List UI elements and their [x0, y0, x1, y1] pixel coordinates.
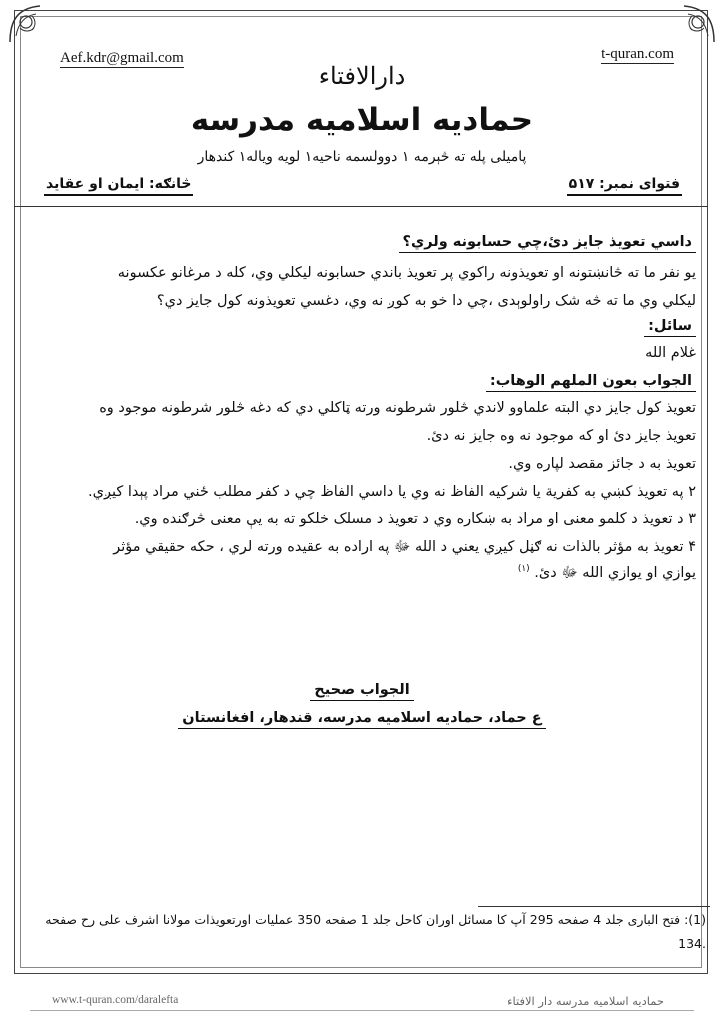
footnote-reference[interactable]: (۱): [517, 564, 530, 575]
signature-line: ع حماد، حمادیه اسلامیه مدرسه، قندهار، افغانستان: [0, 710, 724, 726]
madrasa-name: حمادیه اسلامیه مدرسه: [190, 102, 534, 138]
question-line-1: یو نفر ما ته څانښتونه او تعویذونه راکوي پر تعویذ باندي حسابونه لیکلي وي، کله د مرغانو عکسونه: [117, 265, 696, 281]
question-line-2: لیکلي وي ما ته څه شک راولوېدی ،چي دا خو به کوږ نه وي، دغسي تعویذونه کول جایز دي؟: [156, 293, 696, 309]
answer-heading: الجواب بعون الملهم الوهاب:: [14, 373, 696, 389]
topic-label: څانګه: ایمان او عقاید: [44, 176, 193, 196]
asker-name: غلام الله: [645, 345, 696, 361]
header-divider: [14, 206, 708, 207]
fatwa-number: فتوای نمبر: ۵۱۷: [567, 176, 682, 196]
footnote-divider: [478, 906, 710, 907]
footer-url[interactable]: www.t-quran.com/daralefta: [52, 994, 179, 1006]
address-line: پامیلی پله ته څېرمه ۱ دوولسمه ناحیه۱ لویه ویاله۱ کندهار: [197, 149, 527, 165]
signature-title: الجواب صحیح: [0, 682, 724, 698]
email-link[interactable]: Aef.kdr@gmail.com: [60, 50, 184, 66]
footer-institution: حمادیه اسلامیه مدرسه دار الافتاء: [507, 994, 664, 1008]
answer-line-6: ۴ تعویذ به مؤثر بالذات نه ګڼل کیږي یعني د الله ﷻ په اراده به عقیده ورته لري ، حکه حقیقي مؤثر: [113, 539, 696, 555]
footnote-line-2: .134: [678, 936, 706, 951]
answer-line-5: ۳ د تعویذ د کلمو معنی او مراد به ښکاره وي د تعویذ د مسلک خلکو ته به یې معنی څرګنده وي.: [134, 511, 696, 527]
footer-divider: [30, 1010, 694, 1011]
corner-ornament-left-icon: [6, 2, 50, 46]
answer-line-1: تعویذ کول جایز دي البته علماوو لاندي څلور شرطونه ورته ټاکلي دي که دغه څلور شرطونه موجود وه: [99, 400, 696, 416]
corner-ornament-right-icon: [674, 2, 718, 46]
question-title: داسي تعویذ جایز دئ،چي حسابونه ولري؟: [14, 234, 696, 250]
institution-title: دارالافتاء: [318, 62, 406, 90]
answer-line-3: تعویذ به د جائز مقصد لپاره وي.: [508, 456, 696, 472]
asker-label: سائل:: [14, 318, 696, 334]
footnote-line-1: (1): فتح الباری جلد 4 صفحه 295 آپ کا مسائل اوران کاحل جلد 1 صفحه 350 عملیات اورتعویذات مولانا اشرف علی رح صفحه: [45, 912, 706, 927]
website-link[interactable]: t-quran.com: [601, 46, 674, 62]
answer-line-7: یوازي او یوازي الله ﷻ دئ. $^{(۱)}$: [517, 564, 696, 581]
answer-line-4: ۲ په تعویذ کښي به کفریة یا شرکیه الفاظ نه وي یا داسي الفاظ چي د کفر مطلب ځني مراد پېدا کیږي.: [88, 484, 696, 500]
answer-line-2: تعویذ جایز دئ او که موجود نه وه جایز نه دئ.: [426, 428, 696, 444]
